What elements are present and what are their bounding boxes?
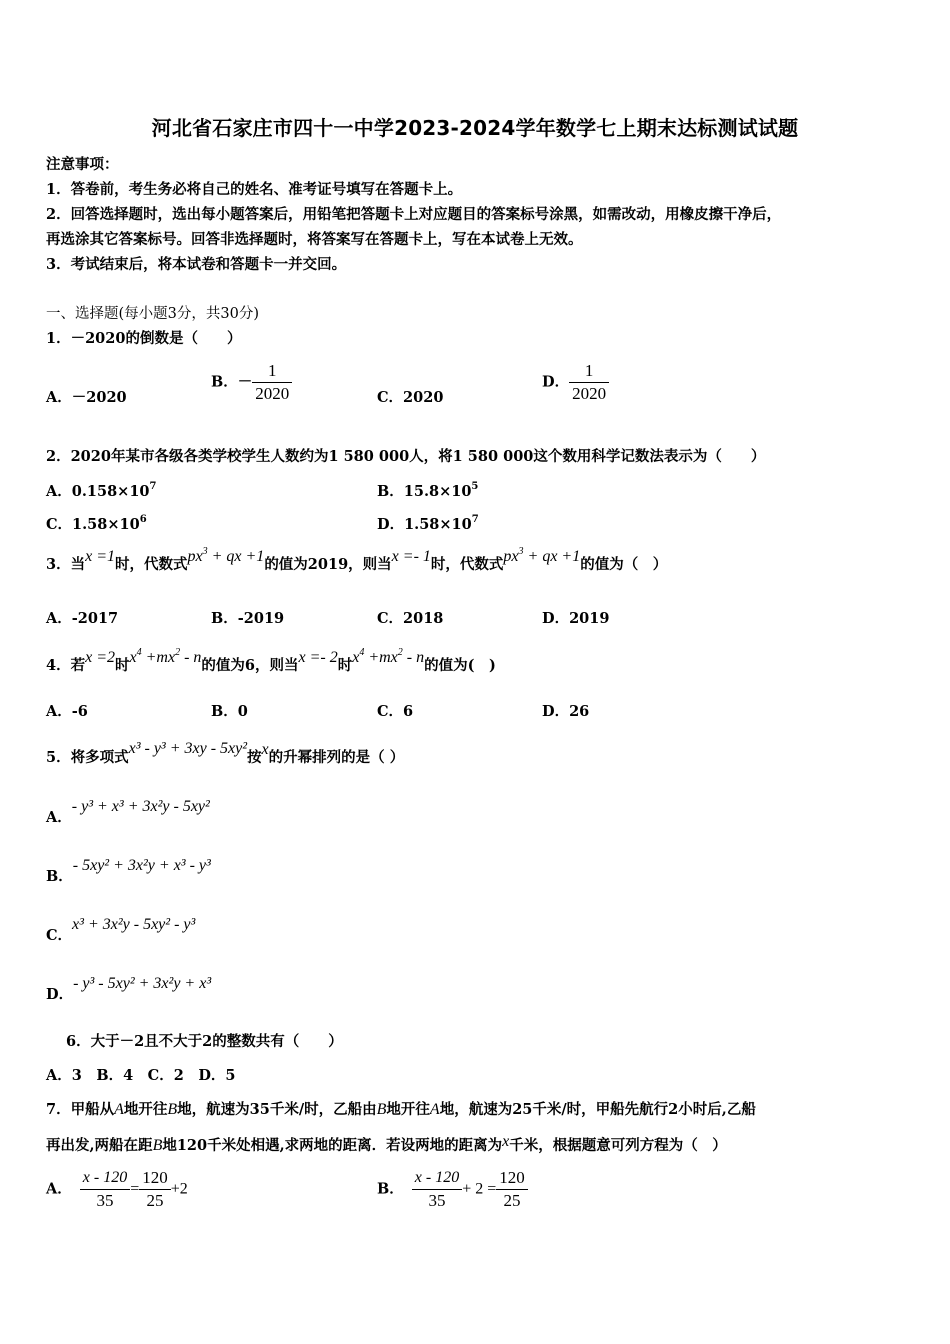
- page-title: 河北省石家庄市四十一中学2023-2024学年数学七上期末达标测试试题: [151, 116, 799, 140]
- q3-option-a: A．-2017: [46, 610, 119, 627]
- option-text: 1.58×10: [404, 516, 472, 533]
- math-expression: [188, 548, 265, 565]
- denominator: 25: [496, 1189, 528, 1212]
- q4-option-a: A．-6: [46, 703, 88, 720]
- question-5-stem: [46, 740, 405, 767]
- stem-text: 时: [115, 657, 130, 674]
- stem-text: 地，航速为35千米/时，乙船由: [177, 1101, 377, 1118]
- option-label: D．: [377, 516, 405, 533]
- exponent: 4: [136, 647, 142, 658]
- stem-text: 的升幂排列的是（ ）: [268, 749, 405, 766]
- denominator: 2020: [569, 382, 609, 405]
- notice-item: 1．答卷前，考生务必将自己的姓名、准考证号填写在答题卡上。: [46, 181, 463, 198]
- denominator: 35: [80, 1189, 130, 1212]
- stem-text: 4．若: [46, 657, 86, 674]
- stem-text: 3．当: [46, 556, 86, 573]
- stem-text: 的值为（ ）: [580, 556, 668, 573]
- numerator: 1: [268, 361, 277, 380]
- option-label: A．: [46, 1180, 72, 1198]
- stem-text: 按: [247, 749, 262, 766]
- option-label: C．: [46, 927, 73, 944]
- stem-text: 时，代数式: [115, 556, 188, 573]
- term: - n: [402, 649, 425, 666]
- option-label: B．: [46, 868, 73, 885]
- math-variable: B: [167, 1101, 178, 1118]
- math-expression: - y³ + x³ + 3x²y - 5xy²: [71, 798, 210, 815]
- option-label: C．: [46, 516, 73, 533]
- q2-option-a: [46, 480, 156, 501]
- question-7-stem: [46, 1098, 756, 1119]
- denominator: 2020: [252, 382, 292, 405]
- exponent: 7: [471, 514, 479, 525]
- math-variable: B: [376, 1101, 387, 1118]
- notice-item: 再选涂其它答案标号。回答非选择题时，将答案写在答题卡上，写在本试卷上无效。: [46, 231, 583, 248]
- option-label: D．: [542, 373, 570, 391]
- option-text: 1.58×10: [72, 516, 140, 533]
- stem-text: 地120千米处相遇,求两地的距离．若设两地的距离为: [162, 1137, 503, 1154]
- exponent: 2: [175, 647, 181, 658]
- q1-option-c: [377, 386, 443, 407]
- denominator: 35: [412, 1189, 462, 1212]
- q1-option-a: [46, 386, 127, 407]
- q2-option-c: [46, 513, 147, 534]
- math-condition: x =1: [85, 548, 115, 565]
- q4-option-d: D．26: [542, 703, 590, 720]
- fraction: [496, 1167, 528, 1212]
- stem-text: 的值为6，则当: [201, 657, 299, 674]
- q7-option-b: [377, 1167, 528, 1212]
- notice-item: 2．回答选择题时，选出每小题答案后，用铅笔把答题卡上对应题目的答案标号涂黑，如需改动，用橡皮擦干净后，: [46, 206, 782, 223]
- math-variable: A: [429, 1101, 440, 1118]
- term: + qx +1: [207, 548, 265, 565]
- q1-option-d: [542, 360, 609, 405]
- numerator: x - 120: [82, 1169, 128, 1186]
- q3-option-d: D．2019: [542, 610, 610, 627]
- math-expression: [352, 649, 424, 666]
- numerator: 1: [584, 361, 594, 380]
- fraction: [80, 1167, 130, 1212]
- option-text: 0.158×10: [71, 483, 150, 500]
- minus-sign: －: [237, 373, 253, 391]
- fraction: [569, 360, 609, 405]
- stem-text: 地，航速为25千米/时，甲船先航行2小时后,乙船: [439, 1101, 756, 1118]
- notice-heading: 注意事项：: [46, 156, 119, 173]
- question-3-stem: [46, 546, 668, 574]
- option-label: A．: [46, 483, 72, 500]
- q2-option-b: [377, 480, 478, 501]
- math-condition: x =- 1: [391, 548, 431, 565]
- option-label: D．: [46, 986, 74, 1003]
- stem-text: 时，代数式: [430, 556, 504, 573]
- fraction: [412, 1167, 462, 1212]
- math-expression: - y³ - 5xy² + 3x²y + x³: [73, 975, 212, 992]
- q3-option-b: B．-2019: [211, 610, 285, 627]
- stem-text: 7．甲船从: [46, 1101, 115, 1118]
- question-4-stem: [46, 647, 496, 675]
- stem-text: 地开往: [123, 1101, 168, 1118]
- option-label: A．: [46, 809, 72, 826]
- math-polynomial: x³ - y³ + 3xy - 5xy²: [128, 740, 248, 757]
- term: x: [129, 649, 137, 666]
- stem-text: 时: [337, 657, 353, 674]
- stem-text: 的值为( ): [424, 657, 496, 674]
- exponent: 3: [518, 546, 524, 557]
- exponent: 5: [471, 481, 479, 492]
- numerator: 120: [499, 1168, 525, 1187]
- stem-text: 再出发,两船在距: [46, 1137, 153, 1154]
- exponent: 6: [139, 514, 147, 525]
- question-6-stem: 6．大于－2且不大于2的整数共有（ ）: [66, 1033, 343, 1050]
- stem-text: 5．将多项式: [46, 749, 129, 766]
- stem-text: 的值为2019，则当: [264, 556, 392, 573]
- exponent: 3: [202, 546, 208, 557]
- q5-option-d: [46, 975, 212, 1004]
- math-variable: x: [502, 1133, 510, 1150]
- option-label: B．: [211, 373, 238, 391]
- math-expression: [130, 649, 202, 666]
- numerator: x - 120: [414, 1169, 460, 1186]
- option-text: 2020: [403, 389, 444, 406]
- exponent: 4: [359, 647, 365, 658]
- stem-text: 千米，根据题意可列方程为（ ）: [509, 1137, 727, 1154]
- notice-item: 3．考试结束后，将本试卷和答题卡一并交回。: [46, 256, 347, 273]
- option-text: 15.8×10: [403, 483, 472, 500]
- math-variable: B: [152, 1137, 163, 1154]
- section-heading: 一、选择题(每小题3分，共30分): [46, 306, 259, 322]
- stem-text: 地开往: [386, 1101, 430, 1118]
- term: +mx: [141, 649, 176, 666]
- q7-option-a: [46, 1167, 188, 1212]
- q4-option-c: C．6: [377, 703, 414, 720]
- q2-option-d: [377, 513, 479, 534]
- option-label: C．: [377, 389, 404, 406]
- math-condition: x =- 2: [298, 649, 338, 666]
- math-term: +2: [170, 1180, 188, 1198]
- option-label: B．: [377, 483, 404, 500]
- math-variable: A: [114, 1101, 124, 1118]
- math-variable: x: [261, 741, 269, 758]
- equals-sign: =: [130, 1180, 140, 1198]
- question-1-stem: 1．－2020的倒数是（ ）: [46, 330, 242, 347]
- math-term: + 2 =: [462, 1180, 497, 1198]
- math-expression: - 5xy² + 3x²y + x³ - y³: [72, 857, 211, 874]
- math-expression: [503, 548, 580, 565]
- fraction: [252, 360, 292, 405]
- question-2-stem: 2．2020年某市各级各类学校学生人数约为1 580 000人，将1 580 000这个数用科学记数法表示为（ ）: [46, 448, 766, 465]
- q5-option-c: [46, 916, 196, 945]
- term: x: [352, 649, 360, 666]
- question-7-stem-line2: [46, 1134, 727, 1155]
- option-label: B．: [377, 1180, 404, 1198]
- numerator: 120: [142, 1168, 168, 1187]
- exponent: 7: [149, 481, 157, 492]
- option-label: A．: [46, 389, 72, 406]
- fraction: [139, 1167, 171, 1212]
- q6-options: A．3 B．4 C．2 D．5: [46, 1067, 236, 1084]
- term: px: [187, 548, 203, 565]
- math-condition: x =2: [85, 649, 115, 666]
- q1-option-b: [211, 360, 292, 405]
- q4-option-b: B．0: [211, 703, 248, 720]
- q5-option-a: [46, 798, 210, 827]
- q3-option-c: C．2018: [377, 610, 444, 627]
- math-expression: x³ + 3x²y - 5xy² - y³: [72, 916, 196, 933]
- exponent: 2: [397, 647, 403, 658]
- term: px: [503, 548, 519, 565]
- term: + qx +1: [523, 548, 581, 565]
- term: - n: [180, 649, 202, 666]
- denominator: 25: [139, 1189, 171, 1212]
- q5-option-b: [46, 857, 211, 886]
- term: +mx: [364, 649, 398, 666]
- option-text: －2020: [71, 389, 127, 406]
